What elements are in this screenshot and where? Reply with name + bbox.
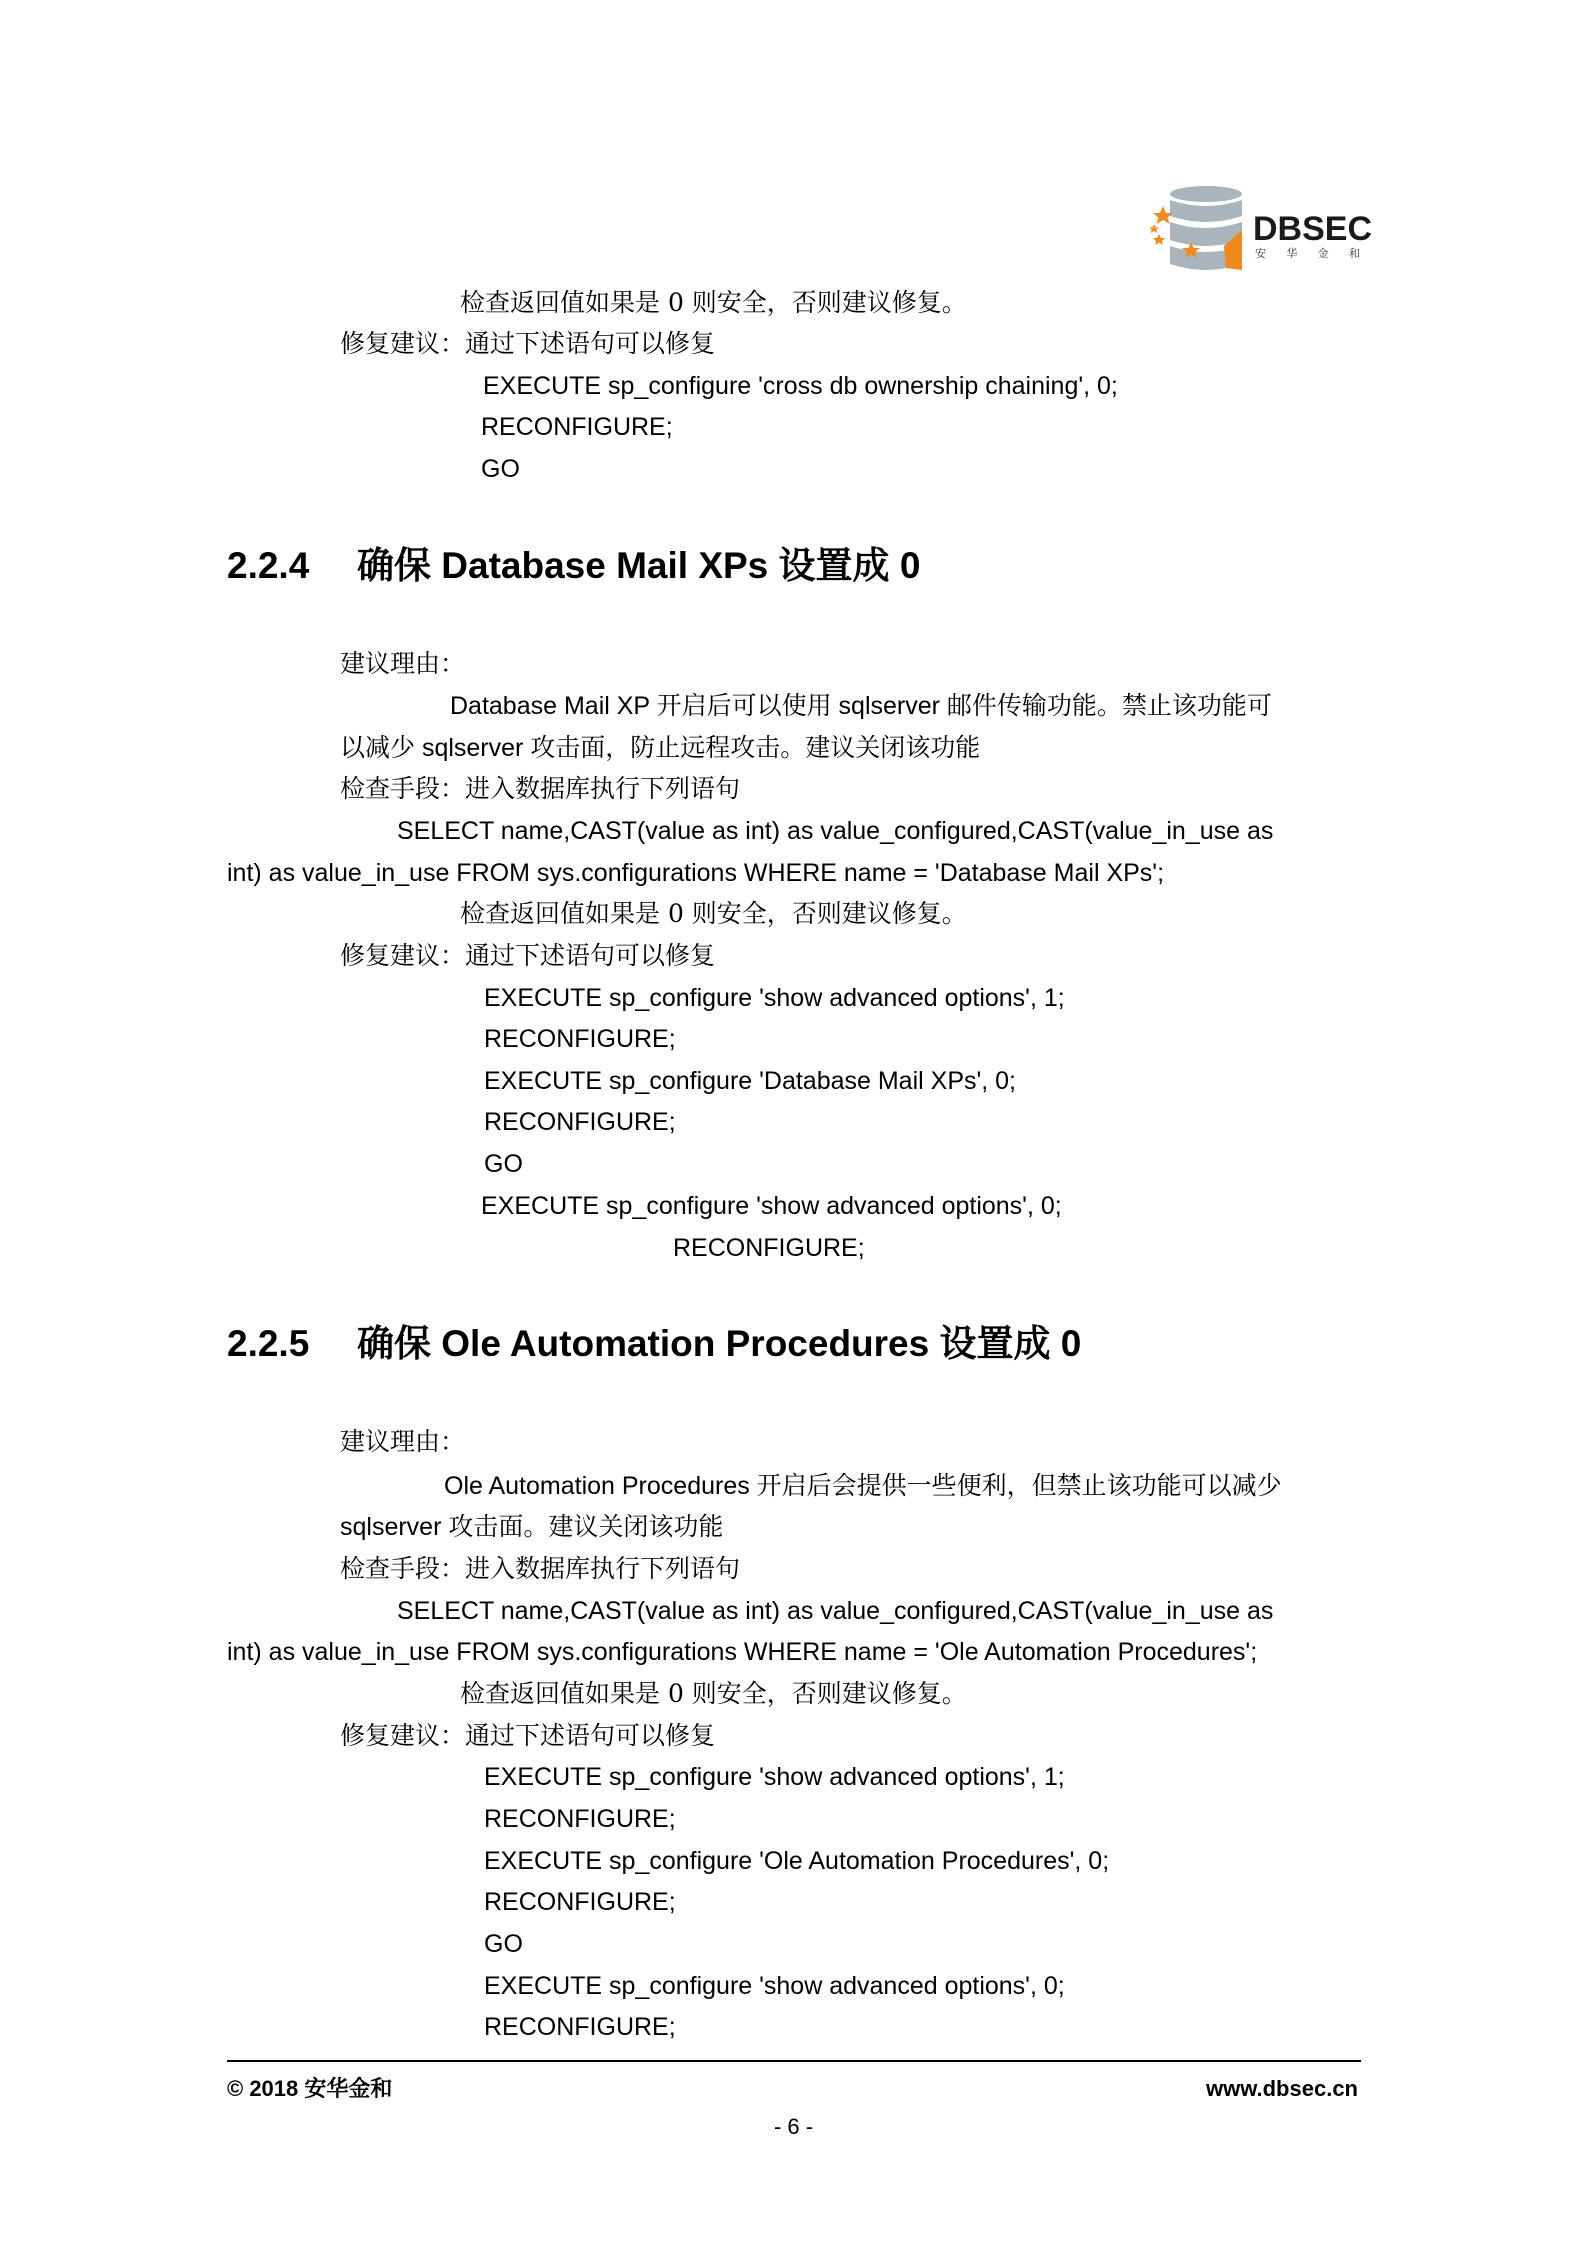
section-title: 确保 Database Mail XPs 设置成 0 [357,545,921,586]
code-line: EXECUTE sp_configure 'show advanced options', 1; [484,984,1065,1012]
reason-label: 建议理由： [340,649,466,678]
check-label: 检查手段：进入数据库执行下列语句 [340,1554,741,1583]
query-text: int) as value_in_use FROM sys.configurations WHERE name = 'Database Mail XPs'; [227,859,1165,887]
fix-label: 修复建议：通过下述语句可以修复 [340,329,716,358]
query-text: SELECT name,CAST(value as int) as value_configured,CAST(value_in_use as [397,1597,1274,1625]
reason-label: 建议理由： [340,1427,466,1456]
code-line: EXECUTE sp_configure 'show advanced options', 0; [481,1192,1062,1220]
code-line: EXECUTE sp_configure 'show advanced options', 1; [484,1763,1065,1791]
code-line: EXECUTE sp_configure 'cross db ownership chaining', 0; [483,372,1118,400]
code-line: GO [484,1150,523,1178]
fix-label: 修复建议：通过下述语句可以修复 [340,1721,716,1750]
section-number: 2.2.5 [227,1323,310,1364]
footer-divider [227,2060,1361,2062]
section-number: 2.2.4 [227,545,310,586]
code-line: RECONFIGURE; [484,1025,676,1053]
query-text: int) as value_in_use FROM sys.configurations WHERE name = 'Ole Automation Procedures'; [227,1638,1258,1666]
code-line: RECONFIGURE; [484,1888,676,1916]
code-line: GO [481,455,520,483]
code-line: RECONFIGURE; [484,2013,676,2041]
code-line: EXECUTE sp_configure 'show advanced options', 0; [484,1972,1065,2000]
page-number: - 6 - [773,2114,814,2139]
section-heading-2-2-5 [227,1322,1081,1366]
code-line: RECONFIGURE; [481,413,673,441]
check-result-text: 检查返回值如果是 0 则安全，否则建议修复。 [460,288,967,317]
code-line: RECONFIGURE; [673,1234,865,1262]
footer-website-link[interactable]: www.dbsec.cn [1205,2076,1358,2101]
reason-text: Ole Automation Procedures 开启后会提供一些便利，但禁止该功能可以减少 [444,1472,1282,1500]
code-line: EXECUTE sp_configure 'Database Mail XPs', 0; [484,1067,1017,1095]
check-result-text: 检查返回值如果是 0 则安全，否则建议修复。 [460,899,967,928]
section-title: 确保 Ole Automation Procedures 设置成 0 [357,1323,1082,1364]
fix-label: 修复建议：通过下述语句可以修复 [340,941,716,970]
code-line: RECONFIGURE; [484,1108,676,1136]
section-heading-2-2-4 [227,544,920,588]
code-line: EXECUTE sp_configure 'Ole Automation Procedures', 0; [484,1847,1110,1875]
code-line: GO [484,1930,523,1958]
logo-brand-text: DBSEC [1253,210,1373,248]
reason-text: 以减少 sqlserver 攻击面，防止远程攻击。建议关闭该功能 [340,734,981,762]
reason-text: Database Mail XP 开启后可以使用 sqlserver 邮件传输功能。禁止该功能可 [450,692,1272,720]
footer-copyright: © 2018 安华金和 [227,2076,393,2101]
code-line: RECONFIGURE; [484,1805,676,1833]
check-label: 检查手段：进入数据库执行下列语句 [340,774,741,803]
query-text: SELECT name,CAST(value as int) as value_configured,CAST(value_in_use as [397,817,1274,845]
check-result-text: 检查返回值如果是 0 则安全，否则建议修复。 [460,1679,967,1708]
logo-subtitle: 安 华 金 和 [1255,248,1360,260]
reason-text: sqlserver 攻击面。建议关闭该功能 [340,1513,724,1541]
